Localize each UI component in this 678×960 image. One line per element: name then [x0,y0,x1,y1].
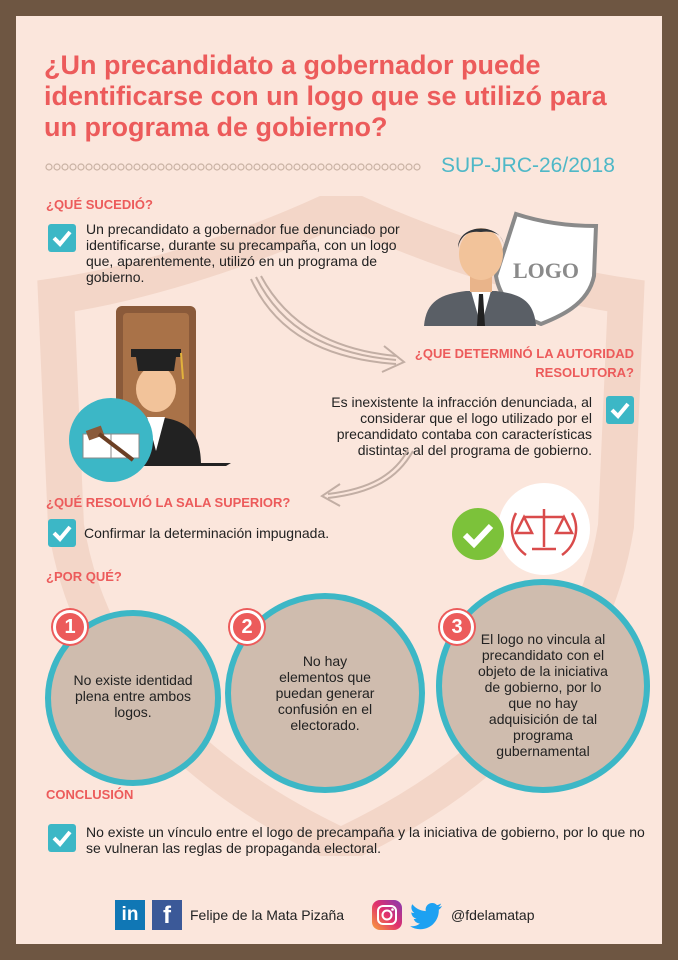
twitter-icon[interactable] [409,900,445,932]
dotted-divider [44,162,424,172]
linkedin-icon[interactable]: in [115,900,145,930]
page-title: ¿Un precandidato a gobernador puede identificarse con un logo que se utilizó para un programa de gobierno? [44,50,607,142]
arrow-icon [246,274,416,374]
instagram-icon[interactable] [372,900,402,930]
scales-emblem [498,483,590,575]
check-icon [48,224,76,252]
section-heading-que-determino-1: ¿QUE DETERMINÓ LA AUTORIDAD [414,346,634,361]
facebook-icon[interactable]: f [152,900,182,930]
arrow-icon [318,448,418,508]
reason-text-3: El logo no vincula al precandidato con el objeto de la iniciativa de gobierno, por lo que no hay adquisición de tal programa gubernamental [478,631,608,759]
author-name: Felipe de la Mata Pizaña [190,907,345,923]
reason-text-1: No existe identidad plena entre ambos logos. [73,672,193,720]
section-heading-que-determino-2: RESOLUTORA? [535,365,634,380]
check-icon [48,519,76,547]
candidate-with-logo-illustration [416,196,616,326]
scales-icon [498,483,590,575]
social-handle: @fdelamatap [451,907,535,923]
section-heading-que-sucedio: ¿QUÉ SUCEDIÓ? [46,197,153,212]
section-text-que-determino: Es inexistente la infracción denunciada, al considerar que el logo utilizado por el precandidato contaba con características distintas al del programa de gobierno. [331,394,592,458]
logo-text: LOGO [512,258,580,283]
reason-number-1: 1 [53,610,87,644]
infographic-card [16,16,662,944]
case-number: SUP-JRC-26/2018 [441,154,615,177]
reason-text-2: No hay elementos que puedan generar confusión en el electorado. [275,653,375,733]
check-icon [48,824,76,852]
check-icon [606,396,634,424]
reason-number-3: 3 [440,610,474,644]
gavel-book-badge [69,398,153,482]
gavel-icon [69,398,153,482]
section-heading-que-resolvio: ¿QUÉ RESOLVIÓ LA SALA SUPERIOR? [46,495,291,510]
section-heading-por-que: ¿POR QUÉ? [46,569,122,584]
section-heading-conclusion: CONCLUSIÓN [46,787,134,802]
reason-number-2: 2 [230,610,264,644]
reason-circle-3 [436,579,650,793]
section-text-que-resolvio: Confirmar la determinación impugnada. [84,525,330,541]
section-text-conclusion: No existe un vínculo entre el logo de precampaña y la iniciativa de gobierno, por lo que no se vulneran las reglas de propaganda electoral. [86,824,645,856]
approval-check-icon [452,508,504,560]
section-text-que-sucedio: Un precandidato a gobernador fue denunciado por identificarse, durante su precampaña, con un logo que, aparentemente, utilizó en un programa de gobierno. [86,221,400,285]
